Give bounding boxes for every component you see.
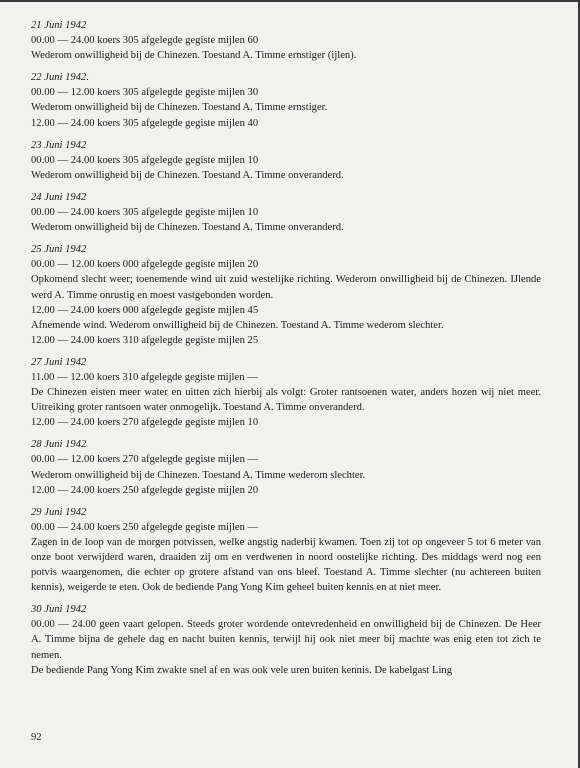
log-entry xyxy=(31,602,541,677)
entry-line: De Chinezen eisten meer water en uitten zich hierbij als volgt: Groter rantsoenen water, anders hozen wij niet meer. Uitreiking groter rantsoen water onmogelijk. Toestand A. Timme onveranderd. xyxy=(31,387,541,414)
entry-line: 12.00 — 24.00 koers 270 afgelegde gegiste mijlen 10 xyxy=(31,417,259,429)
entry-line: 00.00 — 12.00 koers 305 afgelegde gegiste mijlen 30 xyxy=(31,87,259,99)
entry-line: 00.00 — 24.00 koers 250 afgelegde gegiste mijlen — xyxy=(31,521,259,533)
entry-date: 28 Juni 1942 xyxy=(31,439,87,451)
entry-date: 24 Juni 1942 xyxy=(31,191,87,203)
entry-line: 12.00 — 24.00 koers 000 afgelegde gegiste mijlen 45 xyxy=(31,304,259,316)
entry-line: Wederom onwilligheid bij de Chinezen. Toestand A. Timme ernstiger (ijlen). xyxy=(31,50,357,62)
entry-line: De bediende Pang Yong Kim zwakte snel af en was ook vele uren buiten kennis. De kabelgast Ling xyxy=(31,664,452,676)
entry-line: Opkomend slecht weer; toenemende wind uit zuid westelijke richting. Wederom onwilligheid bij de Chinezen. IJlende werd A. Timme onrustig en moest vastgebonden worden. xyxy=(31,274,541,301)
entry-line: 00.00 — 24.00 koers 305 afgelegde gegiste mijlen 10 xyxy=(31,207,259,219)
entry-date: 23 Juni 1942 xyxy=(31,139,87,151)
entry-date: 27 Juni 1942 xyxy=(31,356,87,368)
entry-line: 12.00 — 24.00 koers 310 afgelegde gegiste mijlen 25 xyxy=(31,334,259,346)
log-entry xyxy=(31,505,541,596)
entry-date: 22 Juni 1942. xyxy=(31,72,89,84)
entry-date: 21 Juni 1942 xyxy=(31,20,87,31)
log-entry xyxy=(31,18,541,63)
log-entry xyxy=(31,190,541,235)
entry-line: 00.00 — 12.00 koers 000 afgelegde gegiste mijlen 20 xyxy=(31,259,259,271)
entry-line: Wederom onwilligheid bij de Chinezen. Toestand A. Timme wederom slechter. xyxy=(31,469,366,481)
entry-line: Wederom onwilligheid bij de Chinezen. Toestand A. Timme onveranderd. xyxy=(31,169,344,181)
entry-line: Afnemende wind. Wederom onwilligheid bij de Chinezen. Toestand A. Timme wederom slechter. xyxy=(31,319,444,331)
page-number: 92 xyxy=(31,732,42,743)
entry-line: 00.00 — 24.00 koers 305 afgelegde gegiste mijlen 60 xyxy=(31,35,259,47)
entry-line: 12.00 — 24.00 koers 250 afgelegde gegiste mijlen 20 xyxy=(31,484,259,496)
entry-line: 00.00 — 24.00 koers 305 afgelegde gegiste mijlen 10 xyxy=(31,154,259,166)
entry-date: 25 Juni 1942 xyxy=(31,244,87,256)
entry-date: 30 Juni 1942 xyxy=(31,604,87,616)
entry-line: Wederom onwilligheid bij de Chinezen. Toestand A. Timme onveranderd. xyxy=(31,222,344,234)
log-entry xyxy=(31,242,541,348)
log-entry xyxy=(31,138,541,183)
entry-line: 00.00 — 12.00 koers 270 afgelegde gegiste mijlen — xyxy=(31,454,259,466)
log-entries xyxy=(31,18,541,685)
entry-line: 00.00 — 24.00 geen vaart gelopen. Steeds groter wordende ontevredenheid en onwilligheid bij de Chinezen. De Heer A. Timme bijna de gehele dag en nacht buiten kennis, terwijl hij ook niet meer bij machte was enig eten tot zich te nemen. xyxy=(31,619,541,661)
entry-line: Wederom onwilligheid bij de Chinezen. Toestand A. Timme ernstiger. xyxy=(31,102,328,114)
entry-line: 12.00 — 24.00 koers 305 afgelegde gegiste mijlen 40 xyxy=(31,117,259,129)
entry-date: 29 Juni 1942 xyxy=(31,506,87,518)
log-entry xyxy=(31,355,541,430)
entry-line: 11.00 — 12.00 koers 310 afgelegde gegiste mijlen — xyxy=(31,371,258,383)
entry-line: Zagen in de loop van de morgen potvissen, welke angstig naderbij kwamen. Toen zij tot op ongeveer 5 tot 6 meter van onze boot verwijderd waren, draaiden zij om en verdwenen in noord oostelijke richting. Des middags werd nog een potvis waargenomen, die echter op grotere afstand van ons bleef. Toestand A. Timme slechter (nu achtereen buiten kennis), weigerde te eten. Ook de bediende Pang Yong Kim geheel buiten kennis en at niet meer. xyxy=(31,536,541,594)
log-entry xyxy=(31,437,541,497)
log-entry xyxy=(31,70,541,130)
